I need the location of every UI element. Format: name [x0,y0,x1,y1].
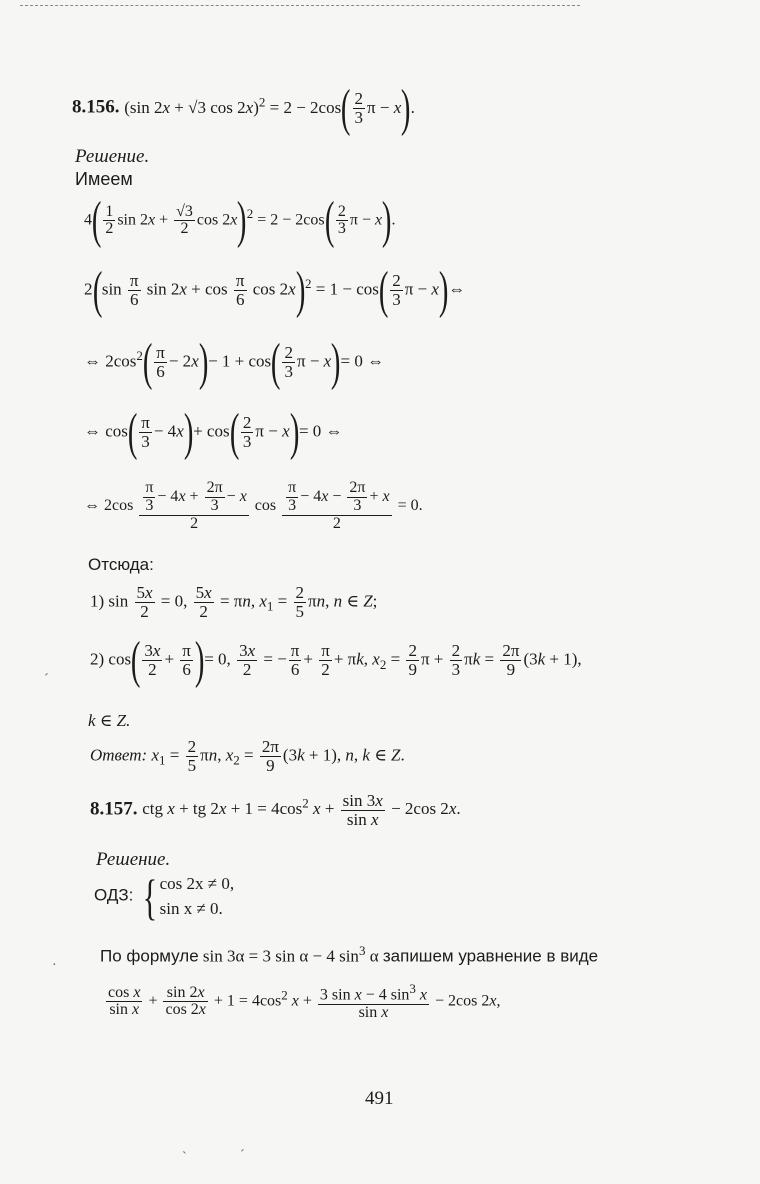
odz-label: ОДЗ: [94,885,134,905]
case-1: 1) sin $\frac{5x}{2}$ = 0, $\frac{5x}{2}$ = πn, $x_1$ = $\frac{2}{5}$ πn, n ∈ Z; [90,583,378,621]
scan-speck: · [52,958,57,973]
problem-8-156-statement: 8.156. (sin 2x + √3 cos 2x)$^2$ = 2 − 2cos( $\frac{2}{3}$ π − x). [72,80,415,137]
formula-suffix: запишем уравнение в виде [382,946,599,966]
problem-number: 8.157. [90,798,138,820]
step-2: 2(sin $\frac{\pi}{6}$ sin 2x + cos $\frac{\pi}{6}$ cos 2x)$^2$ = 1 − cos( $\frac{2}{3}$ π − x)⇔ [84,262,466,319]
solution-label: Решение. [96,849,171,870]
scan-speck: ˋ [182,1150,187,1165]
step-3: ⇔ $2\cos^2$( $\frac{\pi}{6}$ − 2x)− 1 + cos( $\frac{2}{3}$ π − x)= 0 ⇔ [84,334,385,391]
odz-condition-2: sin x ≠ 0. [159,898,223,918]
problem-8-157-statement: 8.157. ctg x + tg $2x + 1 = 4\cos^2$ x + $\frac{\sin 3x}{\text{sin x}}$ − 2cos 2x. [90,791,461,829]
page-number: 491 [365,1088,394,1109]
step-4: ⇔ cos( $\frac{\pi}{3}$ − 4x)+ cos( $\frac{2}{3}$ π − x)= 0 ⇔ [84,404,343,461]
step-5: ⇔ 2cos $\frac{\pi}{3}$ − 4x + $\frac{2\pi}{3}$ − x 2 cos $\frac{\pi}{3}$ − 4x − $\frac{2\pi}{3}$ + x 2 = 0. [84,479,423,532]
step-1: 4( $\frac{1}{2}$ sin 2x + $\frac{√3}{2}$ cos 2x)$^2$ = 2 − 2cos( $\frac{2}{3}$ π − x). [84,192,396,249]
imeem-text: Имеем [75,169,133,189]
answer-8-156: Ответ: $x_1$ = $\frac{2}{5}$ πn, $x_2$ = $\frac{2\pi}{9}$ (3k + 1), n, k ∈ Z. [90,737,405,775]
problem-number: 8.156. [72,96,120,118]
scan-speck: ˊ [240,1148,245,1163]
formula-line: По формуле sin 3α = 3 sin α − 4 $\sin^3 \alpha$ запишем уравнение в виде [100,943,599,966]
case-2: 2) cos( $\frac{3x}{2}$ + $\frac{\pi}{6}$ )= 0, $\frac{3x}{2}$ = − $\frac{\pi}{6}$ + $\frac{\pi}{2}$ + πk, $x_2$ = $\frac{2}{9}$ π + $\frac{2}{3}$ πk = $\frac{2\pi}{9}$ (3k + 1), [90,632,582,689]
odz: ОДЗ: { cos 2x ≠ 0, sin x ≠ 0. [94,868,235,925]
odz-condition-1: cos 2x ≠ 0, [159,874,235,893]
scan-speck: ˊ [44,672,49,687]
formula-prefix: По формуле [100,946,199,966]
top-rule [20,5,580,6]
k-in-z: k ∈ Z. [88,711,131,730]
solution-label: Решение. [75,146,150,167]
final-equation: $\frac{\text{cos x}}{\text{sin x}}$ + $\frac{\sin 2x}{\cos 2x}$ + $1 = 4\cos^2$ x + $\frac{3 \sin x - 4 \sin^3 x}{\text{sin x}}$ − 2cos 2x, [108,981,501,1022]
otsyuda-text: Отсюда: [88,555,154,574]
answer-label: Ответ: [90,745,148,765]
